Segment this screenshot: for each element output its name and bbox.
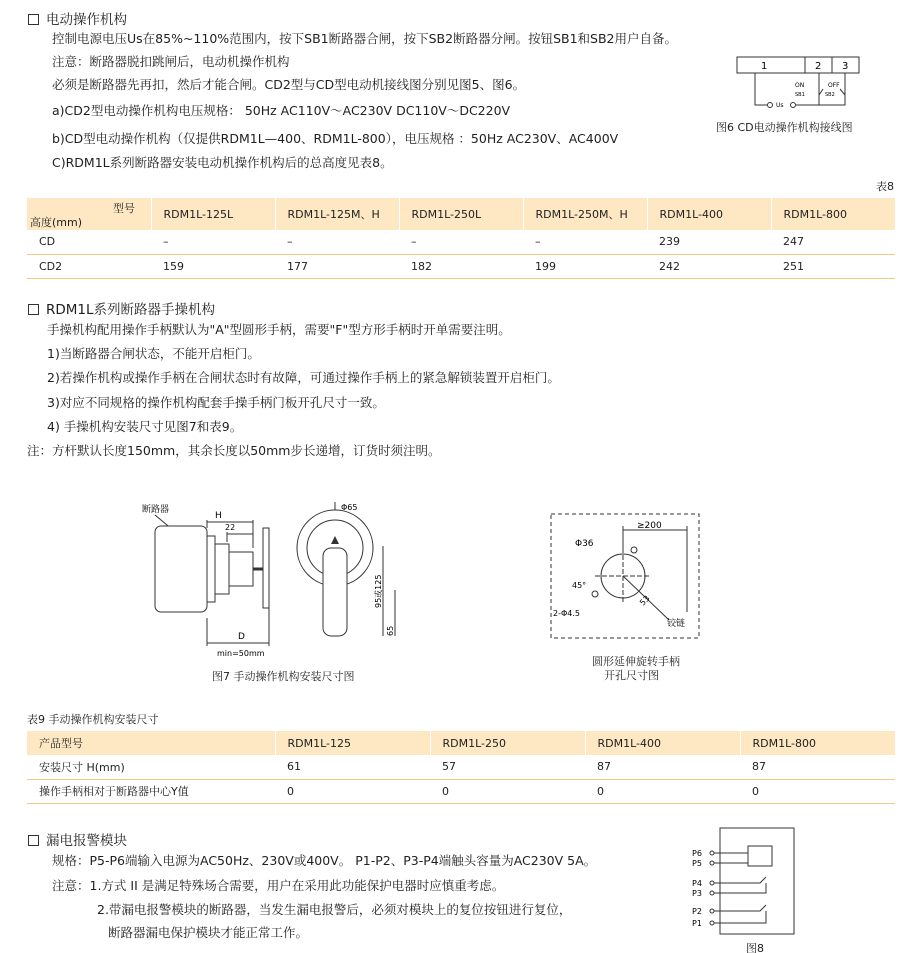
column-header: RDM1L-250M、H: [523, 198, 647, 230]
column-header: RDM1L-400: [647, 198, 771, 230]
fig8-caption: 图8: [746, 942, 764, 953]
table-cell: 159: [163, 259, 184, 273]
table-row: [27, 755, 895, 779]
paragraph: C)RDM1L系列断路器安装电动机操作机构后的总高度见表8。: [52, 155, 393, 170]
pin-p3: P3: [692, 889, 702, 898]
paragraph: a)CD2型电动操作机构电压规格： 50Hz AC110V～AC230V DC110V～DC220V: [52, 103, 511, 118]
pin-p1: P1: [692, 919, 702, 928]
checkbox-icon: [28, 835, 39, 846]
sb1-label: SB1: [795, 92, 805, 98]
column-header: RDM1L-125: [275, 731, 430, 755]
pin-p4: P4: [692, 879, 702, 888]
pin-p2: P2: [692, 907, 702, 916]
table-header-row: [27, 198, 895, 230]
dim-holes: 2-Φ4.5: [553, 609, 580, 618]
fig6-caption: 图6 CD电动操作机构接线图: [716, 121, 853, 134]
table8: [27, 198, 895, 279]
section-electric-title: 电动操作机构: [28, 8, 127, 28]
fig6-wiring-diagram: [735, 55, 865, 115]
table9: [27, 731, 895, 804]
column-header: RDM1L-250L: [399, 198, 523, 230]
table-row: [27, 254, 895, 278]
dim-phi65: Φ65: [341, 503, 358, 512]
table-cell: 87: [597, 760, 611, 774]
pin-p5: P5: [692, 859, 702, 868]
column-header: RDM1L-250: [430, 731, 585, 755]
column-header: RDM1L-400: [585, 731, 740, 755]
paragraph: 注意：断路器脱扣跳闸后，电动机操作机构: [52, 54, 290, 69]
hinge-label: 铰链: [667, 619, 686, 629]
table-cell: 239: [659, 235, 680, 249]
checkbox-icon: [28, 14, 39, 25]
note: 注：方杆默认长度150mm，其余长度以50mm步长递增，订货时须注明。: [27, 443, 441, 458]
section-manual-title: RDM1L系列断路器手操机构: [28, 298, 215, 318]
column-header: 产品型号: [27, 731, 275, 755]
dim-h: H: [215, 511, 222, 521]
column-header: RDM1L-125M、H: [275, 198, 399, 230]
table-cell: –: [287, 235, 293, 249]
row-label: CD2: [39, 259, 63, 273]
hole-caption-2: 开孔尺寸图: [604, 669, 659, 682]
row-label: 操作手柄相对于断路器中心Y值: [39, 785, 189, 798]
breaker-label: 断路器: [142, 505, 170, 515]
note-line: 断路器漏电保护模块才能正常工作。: [108, 925, 309, 940]
table-row: [27, 779, 895, 803]
hole-caption-1: 圆形延伸旋转手柄: [592, 655, 680, 668]
fig8-diagram: [690, 826, 800, 940]
table-cell: 61: [287, 760, 301, 774]
checkbox-icon: [28, 304, 39, 315]
row-label: CD: [39, 235, 56, 249]
column-header: RDM1L-125L: [151, 198, 275, 230]
table9-title: 表9 手动操作机构安装尺寸: [27, 713, 159, 726]
spec-line: 规格：P5-P6端输入电源为AC50Hz、230V或400V。 P1-P2、P3-P4端触头容量为AC230V 5A。: [52, 853, 597, 868]
dim-phi36: Φ36: [575, 539, 594, 549]
dim-95-125: 95或125: [374, 574, 383, 608]
table-cell: 0: [597, 784, 604, 798]
table-cell: 0: [442, 784, 449, 798]
column-header: RDM1L-800: [771, 198, 895, 230]
table-cell: 87: [752, 760, 766, 774]
table-cell: 177: [287, 259, 308, 273]
row-label: 安装尺寸 H(mm): [39, 760, 125, 774]
off-label: OFF: [828, 82, 840, 89]
table-cell: 251: [783, 259, 804, 273]
paragraph: 2)若操作机构或操作手柄在合闸状态时有故障，可通过操作手柄上的紧急解锁装置开启柜门。: [47, 370, 560, 385]
paragraph: b)CD型电动操作机构（仅提供RDM1L—400、RDM1L-800），电压规格 ：50Hz AC230V、AC400V: [52, 131, 619, 146]
us-label: Us: [776, 102, 784, 109]
table-header-row: [27, 731, 895, 755]
dim-65: 65: [386, 625, 395, 636]
dim-45: 45°: [572, 581, 587, 590]
table-cell: 182: [411, 259, 432, 273]
table-cell: 0: [287, 784, 294, 798]
fig7-drawing: [135, 498, 405, 660]
table-cell: 0: [752, 784, 759, 798]
on-label: ON: [795, 82, 805, 89]
paragraph: 必须是断路器先再扣，然后才能合闸。CD2型与CD型电动机接线图分别见图5、图6。: [52, 77, 526, 92]
paragraph: 3)对应不同规格的操作机构配套手操手柄门板开孔尺寸一致。: [47, 395, 385, 410]
section-leakage-title: 漏电报警模块: [28, 829, 127, 849]
table8-label: 表8: [876, 180, 894, 193]
corner-cell: 型号 高度(mm): [27, 198, 151, 230]
table-cell: 57: [442, 760, 456, 774]
paragraph: 控制电源电压Us在85%~110%范围内，按下SB1断路器合闸，按下SB2断路器分闸。按钮SB1和SB2用户自备。: [52, 31, 678, 46]
hole-cutout-drawing: [545, 508, 705, 644]
paragraph: 手操机构配用操作手柄默认为"A"型圆形手柄，需要"F"型方形手柄时开单需要注明。: [47, 322, 511, 337]
terminal-1: 1: [761, 61, 768, 72]
table-cell: 242: [659, 259, 680, 273]
table-row: [27, 230, 895, 254]
dim-22: 22: [225, 523, 236, 532]
terminal-2: 2: [815, 61, 822, 72]
table-cell: –: [535, 235, 541, 249]
terminal-3: 3: [842, 61, 849, 72]
sb2-label: SB2: [825, 92, 835, 98]
column-header: RDM1L-800: [740, 731, 895, 755]
pin-p6: P6: [692, 849, 702, 858]
table-cell: 247: [783, 235, 804, 249]
table-cell: –: [411, 235, 417, 249]
paragraph: 4) 手操机构安装尺寸见图7和表9。: [47, 419, 243, 434]
paragraph: 1)当断路器合闸状态，不能开启柜门。: [47, 346, 260, 361]
note-line: 2.带漏电报警模块的断路器，当发生漏电报警后，必须对模块上的复位按钮进行复位，: [97, 902, 572, 917]
fig7-caption: 图7 手动操作机构安装尺寸图: [212, 670, 355, 683]
table-cell: –: [163, 235, 169, 249]
dim-ge200: ≥200: [637, 521, 662, 531]
table-cell: 199: [535, 259, 556, 273]
note-line: 注意：1.方式 II 是满足特殊场合需要，用户在采用此功能保护电器时应慎重考虑。: [52, 878, 505, 893]
dim-53: 53: [638, 593, 652, 608]
dim-d: D: [238, 632, 245, 642]
dim-min: min=50mm: [217, 649, 265, 658]
